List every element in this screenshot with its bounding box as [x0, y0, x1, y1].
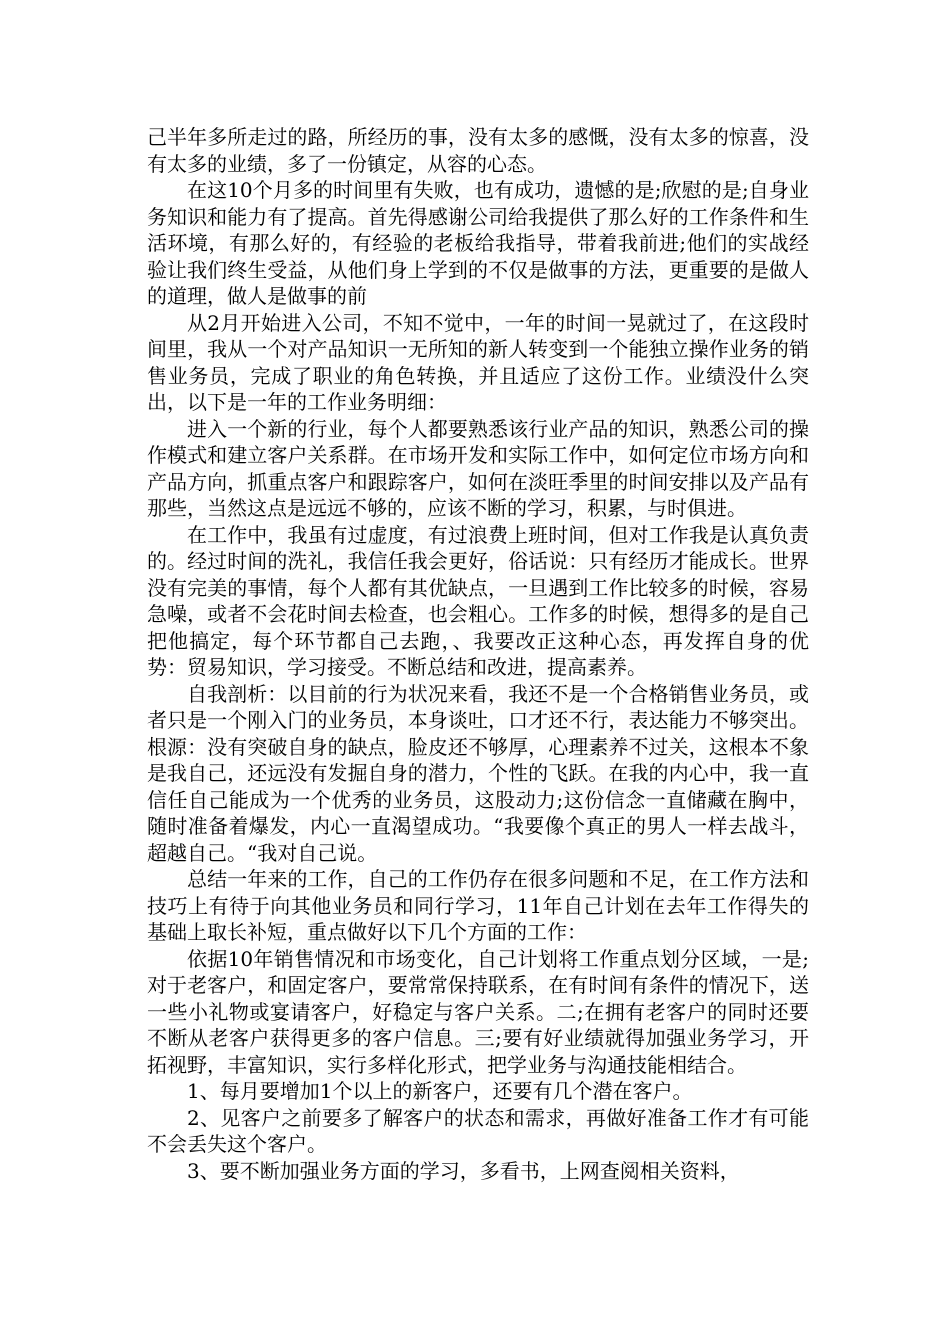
- paragraph-4: 进入一个新的行业，每个人都要熟悉该行业产品的知识，熟悉公司的操作模式和建立客户关系群。在市场开发和实际工作中，如何定位市场方向和产品方向，抓重点客户和跟踪客户，如何在淡旺季里的时间安排以及产品有那些，当然这点是远远不够的，应该不断的学习，积累，与时俱进。: [147, 416, 809, 520]
- paragraph-1: 己半年多所走过的路，所经历的事，没有太多的感慨，没有太多的惊喜，没有太多的业绩，多了一份镇定，从容的心态。: [147, 125, 809, 176]
- paragraph-3: 从2月开始进入公司，不知不觉中，一年的时间一晃就过了，在这段时间里，我从一个对产品知识一无所知的新人转变到一个能独立操作业务的销售业务员，完成了职业的角色转换，并且适应了这份工作。业绩没什么突出，以下是一年的工作业务明细：: [147, 310, 809, 414]
- paragraph-10: 2、见客户之前要多了解客户的状态和需求，再做好准备工作才有可能不会丢失这个客户。: [147, 1105, 809, 1156]
- paragraph-11: 3、要不断加强业务方面的学习，多看书，上网查阅相关资料，: [187, 1158, 740, 1183]
- paragraph-9: 1、每月要增加1个以上的新客户，还要有几个潜在客户。: [187, 1079, 693, 1103]
- paragraph-8: 依据10年销售情况和市场变化，自己计划将工作重点划分区域，一是;对于老客户，和固定客户，要常常保持联系，在有时间有条件的情况下，送一些小礼物或宴请客户，好稳定与客户关系。二;在拥有老客户的同时还要不断从老客户获得更多的客户信息。三;要有好业绩就得加强业务学习，开拓视野，丰富知识，实行多样化形式，把学业务与沟通技能相结合。: [147, 946, 809, 1077]
- paragraph-7: 总结一年来的工作，自己的工作仍存在很多问题和不足，在工作方法和技巧上有待于向其他业务员和同行学习，11年自己计划在去年工作得失的基础上取长补短，重点做好以下几个方面的工作：: [147, 867, 809, 944]
- paragraph-5: 在工作中，我虽有过虚度，有过浪费上班时间，但对工作我是认真负责的。经过时间的洗礼，我信任我会更好，俗话说：只有经历才能成长。世界没有完美的事情，每个人都有其优缺点，一旦遇到工作比较多的时候，容易急噪，或者不会花时间去检查，也会粗心。工作多的时候，想得多的是自己把他搞定，每个环节都自己去跑，、我要改正这种心态，再发挥自身的优势：贸易知识，学习接受。不断总结和改进，提高素养。: [147, 522, 809, 679]
- paragraph-6: 自我剖析：以目前的行为状况来看，我还不是一个合格销售业务员，或者只是一个刚入门的业务员，本身谈吐，口才还不行，表达能力不够突出。根源：没有突破自身的缺点，脸皮还不够厚，心理素养不过关，这根本不象是我自己，还远没有发掘自身的潜力，个性的飞跃。在我的内心中，我一直信任自己能成为一个优秀的业务员，这股动力;这份信念一直储藏在胸中，随时准备着爆发，内心一直渴望成功。“我要像个真正的男人一样去战斗，超越自己。“我对自己说。: [147, 681, 809, 865]
- paragraph-2: 在这10个月多的时间里有失败，也有成功，遗憾的是;欣慰的是;自身业务知识和能力有了提高。首先得感谢公司给我提供了那么好的工作条件和生活环境，有那么好的，有经验的老板给我指导，带着我前进;他们的实战经验让我们终生受益，从他们身上学到的不仅是做事的方法，更重要的是做人的道理，做人是做事的前: [147, 178, 809, 308]
- document-body: [147, 124, 809, 1184]
